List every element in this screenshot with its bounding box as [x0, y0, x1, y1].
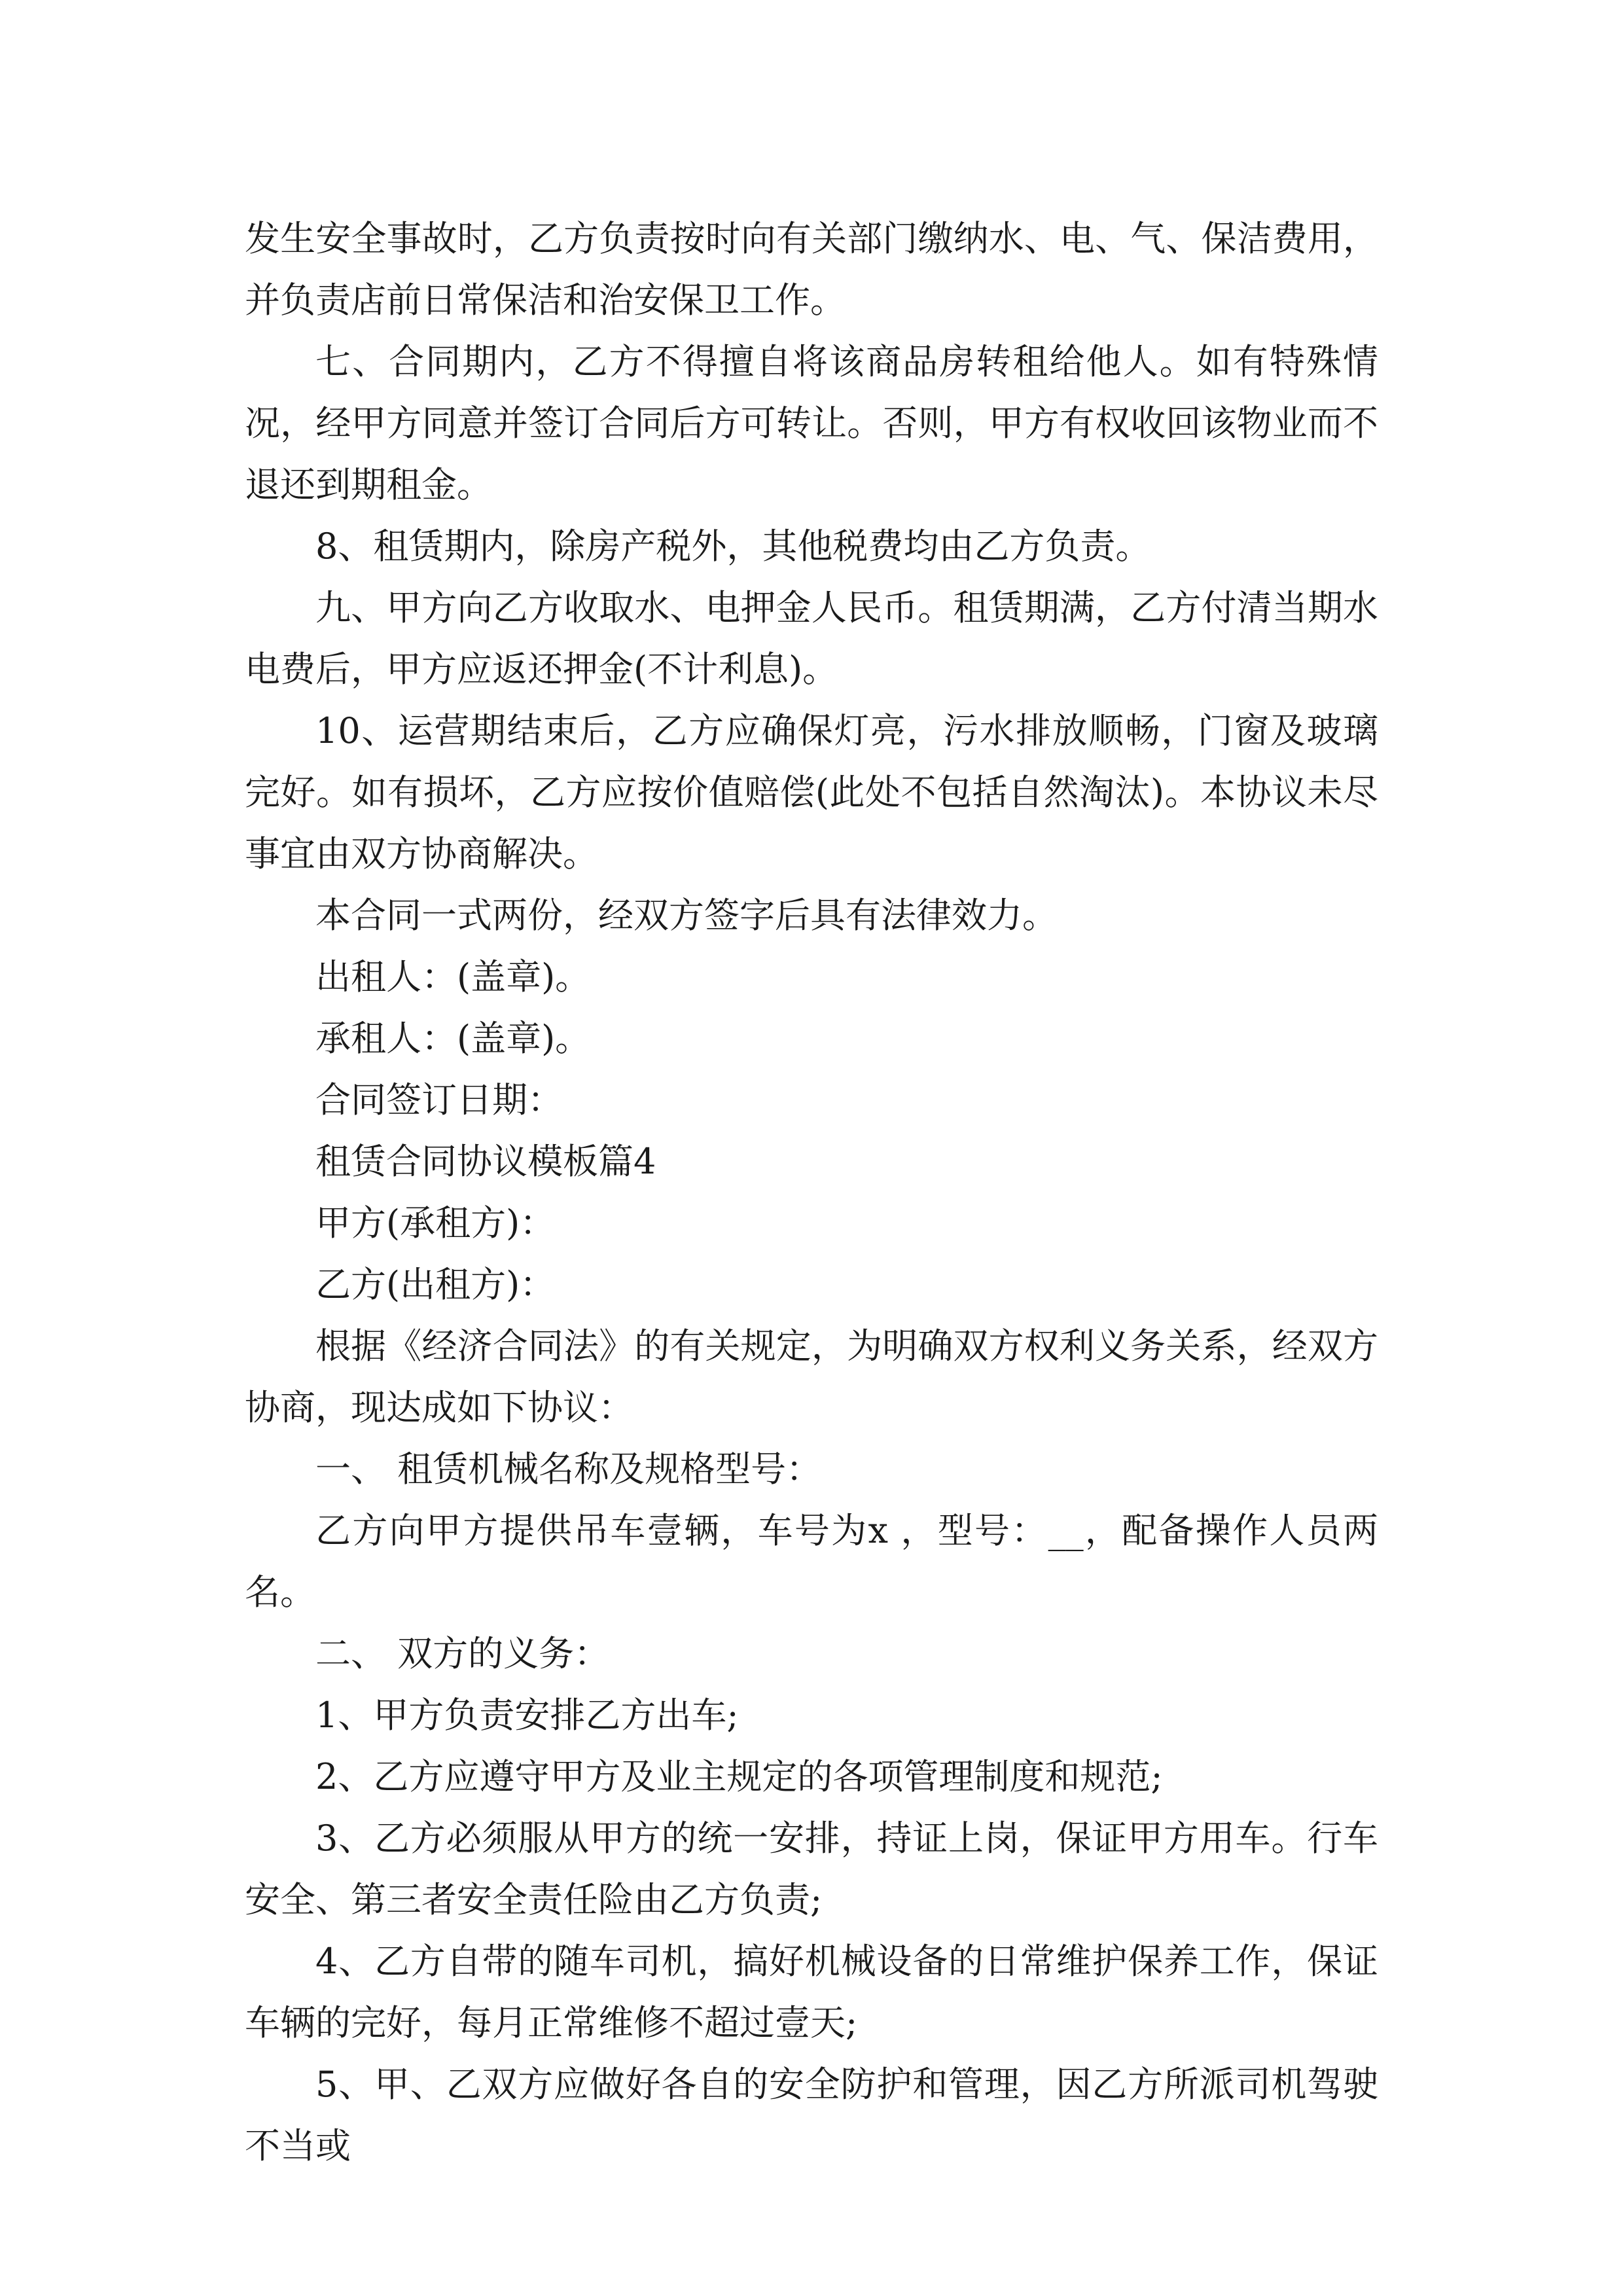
paragraph: 乙方向甲方提供吊车壹辆，车号为x ，型号：__，配备操作人员两名。 — [245, 1510, 1378, 1613]
paragraph: 根据《经济合同法》的有关规定，为明确双方权利义务关系，经双方协商，现达成如下协议： — [245, 1325, 1378, 1428]
paragraph: 发生安全事故时，乙方负责按时向有关部门缴纳水、电、气、保洁费用，并负责店前日常保洁和治安保卫工作。 — [245, 218, 1378, 321]
paragraph: 10、运营期结束后，乙方应确保灯亮，污水排放顺畅，门窗及玻璃完好。如有损坏，乙方应按价值赔偿(此处不包括自然淘汰)。本协议未尽事宜由双方协商解决。 — [245, 710, 1378, 874]
signing-date-line: 合同签订日期： — [315, 1079, 563, 1121]
signature-line-lessee: 承租人：(盖章)。 — [315, 1018, 591, 1059]
clause-heading: 一、 租赁机械名称及规格型号： — [315, 1448, 822, 1490]
paragraph: 本合同一式两份，经双方签字后具有法律效力。 — [315, 895, 1058, 936]
paragraph: 九、甲方向乙方收取水、电押金人民币。租赁期满，乙方付清当期水电费后，甲方应返还押金(不计利息)。 — [245, 587, 1378, 690]
list-item: 1、甲方负责安排乙方出车; — [315, 1695, 739, 1736]
party-a-line: 甲方(承租方)： — [315, 1202, 556, 1244]
paragraph: 8、租赁期内，除房产税外，其他税费均由乙方负责。 — [315, 526, 1151, 567]
list-item: 3、乙方必须服从甲方的统一安排，持证上岗，保证甲方用车。行车安全、第三者安全责任险由乙方负责; — [245, 1818, 1378, 1920]
list-item: 5、甲、乙双方应做好各自的安全防护和管理，因乙方所派司机驾驶不当或 — [245, 2064, 1378, 2166]
paragraph: 七、合同期内，乙方不得擅自将该商品房转租给他人。如有特殊情况，经甲方同意并签订合同后方可转让。否则，甲方有权收回该物业而不退还到期租金。 — [245, 341, 1378, 505]
clause-heading: 二、 双方的义务： — [315, 1633, 610, 1674]
section-heading: 租赁合同协议模板篇4 — [315, 1141, 656, 1182]
signature-line-lessor: 出租人：(盖章)。 — [315, 956, 591, 997]
document-body — [245, 208, 1378, 2177]
list-item: 4、乙方自带的随车司机，搞好机械设备的日常维护保养工作，保证车辆的完好，每月正常维修不超过壹天; — [245, 1941, 1378, 2043]
party-b-line: 乙方(出租方)： — [315, 1264, 556, 1305]
list-item: 2、乙方应遵守甲方及业主规定的各项管理制度和规范; — [315, 1756, 1163, 1797]
